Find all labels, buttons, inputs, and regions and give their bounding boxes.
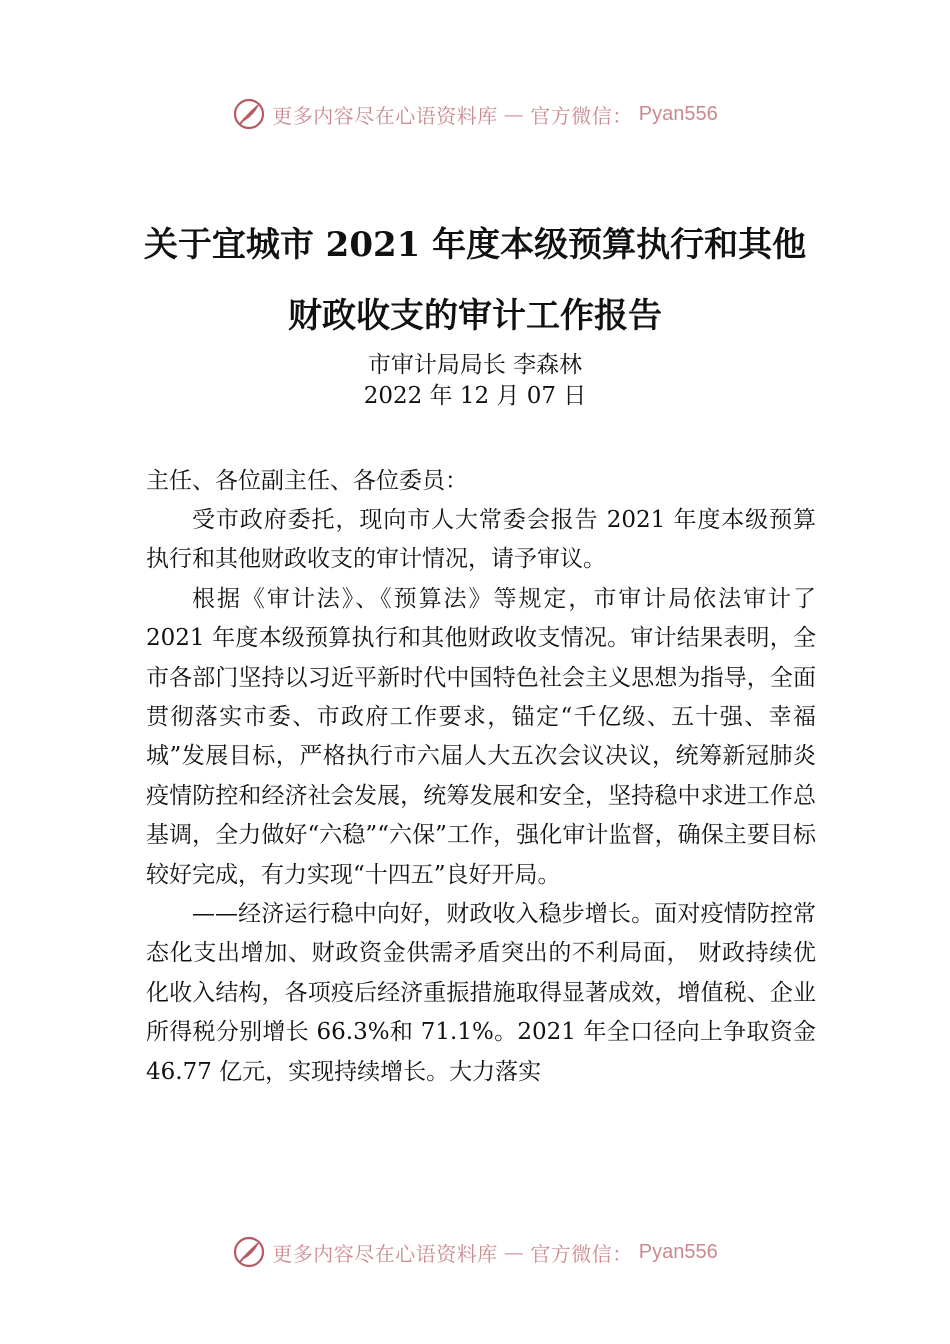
watermark-contact: 官方微信： — [530, 103, 633, 128]
document-date: 2022 年 12 月 07 日 — [363, 383, 587, 409]
quill-logo-icon — [232, 97, 266, 131]
watermark-separator: — — [503, 102, 525, 126]
document-author: 市审计局局长 李森林 — [367, 352, 583, 378]
watermark-text: 更多内容尽在心语资料库 — [272, 1241, 498, 1266]
report-body — [146, 501, 816, 1092]
footer-watermark — [0, 1232, 950, 1272]
salutation: 主任、各位副主任、各位委员： — [146, 468, 468, 494]
document-title-line2: 财政收支的审计工作报告 — [288, 296, 662, 336]
header-watermark — [0, 94, 950, 134]
document-title-line1: 关于宜城市 2021 年度本级预算执行和其他 — [143, 225, 807, 265]
watermark-text: 更多内容尽在心语资料库 — [272, 103, 498, 128]
watermark-separator: — — [503, 1240, 525, 1264]
watermark-contact: 官方微信： — [530, 1241, 633, 1266]
paragraph-3: ——经济运行稳中向好，财政收入稳步增长。面对疫情防控常态化支出增加、财政资金供需矛盾突出的不利局面， 财政持续优化收入结构，各项疫后经济重振措施取得显著成效，增值税、企业所得税分别增长 66.3%和 71.1%。2021 年全口径向上争取资金 46.77 亿元，实现持续增长。大力落实 — [146, 901, 816, 1085]
watermark-id: Pyan556 — [638, 102, 718, 125]
quill-logo-icon — [232, 1235, 266, 1269]
paragraph-1: 受市政府委托，现向市人大常委会报告 2021 年度本级预算执行和其他财政收支的审计情况，请予审议。 — [146, 507, 816, 573]
paragraph-2: 根据《审计法》、《预算法》等规定，市审计局依法审计了 2021 年度本级预算执行和其他财政收支情况。审计结果表明，全市各部门坚持以习近平新时代中国特色社会主义思想为指导，全面贯彻落实市委、市政府工作要求，锚定“千亿级、五十强、幸福城”发展目标，严格执行市六届人大五次会议决议，统筹新冠肺炎疫情防控和经济社会发展，统筹发展和安全，坚持稳中求进工作总基调，全力做好“六稳”“六保”工作，强化审计监督，确保主要目标较好完成，有力实现“十四五”良好开局。 — [146, 585, 816, 888]
watermark-id: Pyan556 — [638, 1240, 718, 1263]
